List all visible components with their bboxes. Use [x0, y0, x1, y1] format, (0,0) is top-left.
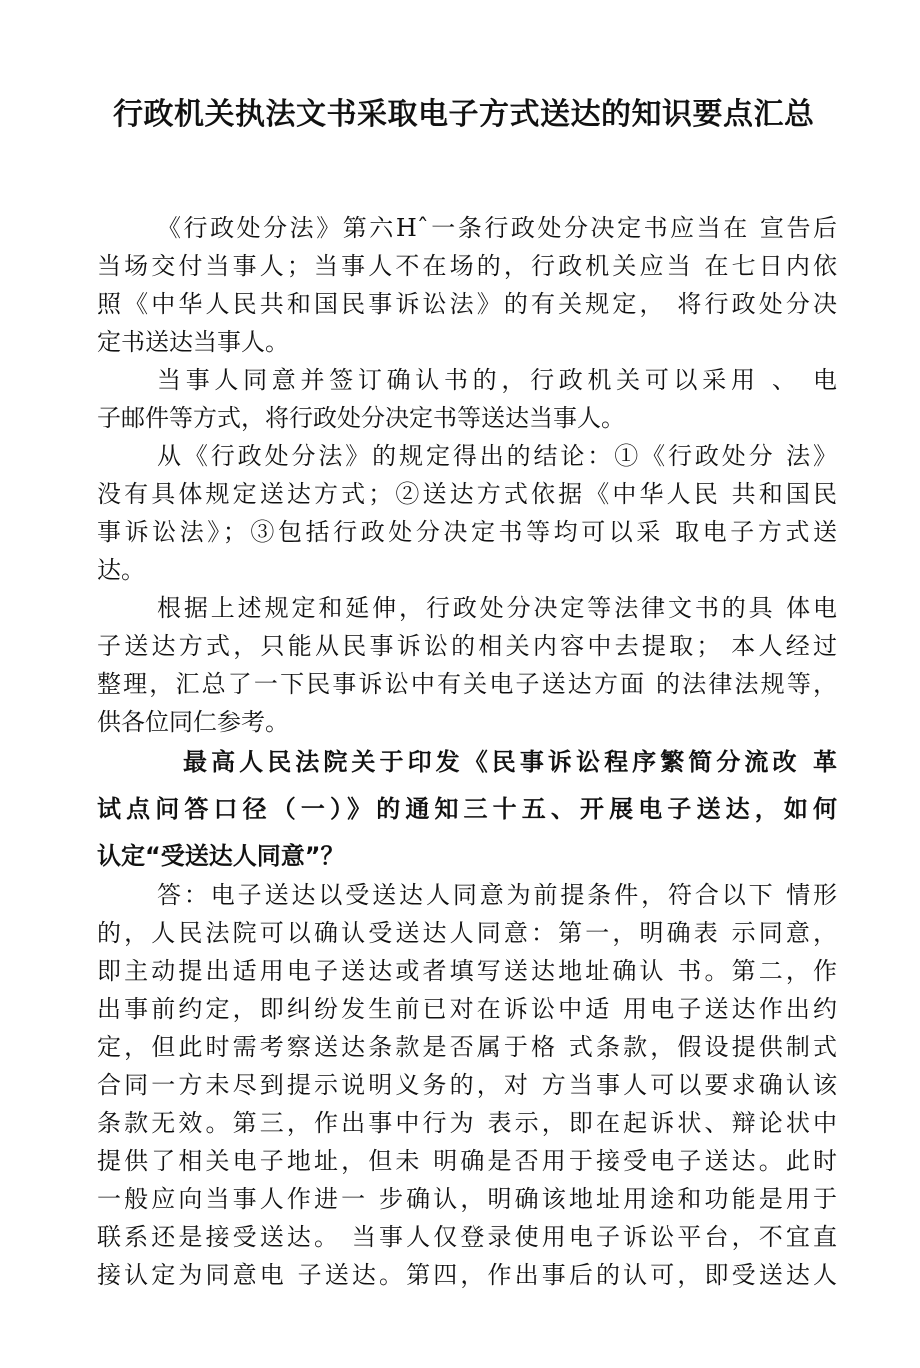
paragraph-3-line-4: 达。: [97, 556, 145, 584]
section-heading-line-1: 最高人民法院关于印发《民事诉讼程序繁简分流改 革: [183, 748, 837, 776]
paragraph-2-line-1: 当事人同意并签订确认书的，行政机关可以采用 、 电: [157, 366, 837, 394]
paragraph-4-line-4: 供各位同仁参考。: [97, 708, 289, 736]
answer-line-2: 的，人民法院可以确认受送达人同意：第一，明确表 示同意，: [97, 919, 837, 947]
paragraph-4-line-1: 根据上述规定和延伸，行政处分决定等法律文书的具 体电: [157, 594, 837, 622]
paragraph-3-line-3: 事诉讼法》；③包括行政处分决定书等均可以采 取电子方式送: [97, 518, 837, 546]
answer-line-1: 答：电子送达以受送达人同意为前提条件，符合以下 情形: [157, 881, 837, 909]
section-heading-line-3: 认定“受送达人同意”？: [97, 842, 345, 870]
page-title: 行政机关执法文书采取电子方式送达的知识要点汇总: [113, 97, 815, 132]
section-heading-line-2: 试点问答口径（一）》的通知三十五、开展电子送达，如何: [97, 795, 837, 823]
paragraph-1-line-2: 当场交付当事人；当事人不在场的，行政机关应当 在七日内依: [97, 252, 837, 280]
paragraph-1-line-4: 定书送达当事人。: [97, 328, 289, 356]
paragraph-1-line-1: 《行政处分法》第六Hˆ一条行政处分决定书应当在 宣告后: [157, 214, 837, 242]
answer-line-5: 定，但此时需考察送达条款是否属于格 式条款，假设提供制式: [97, 1033, 837, 1061]
answer-line-11: 接认定为同意电 子送达。第四，作出事后的认可，即受送达人: [97, 1261, 837, 1289]
answer-line-6: 合同一方未尽到提示说明义务的，对 方当事人可以要求确认该: [97, 1071, 837, 1099]
answer-line-4: 出事前约定，即纠纷发生前已对在诉讼中适 用电子送达作出约: [97, 995, 837, 1023]
answer-line-9: 一般应向当事人作进一 步确认，明确该地址用途和功能是用于: [97, 1185, 837, 1213]
paragraph-3-line-1: 从《行政处分法》的规定得出的结论：①《行政处分 法》: [157, 442, 837, 470]
answer-line-7: 条款无效。第三，作出事中行为 表示，即在起诉状、辩论状中: [97, 1109, 837, 1137]
paragraph-4-line-3: 整理，汇总了一下民事诉讼中有关电子送达方面 的法律法规等，: [97, 670, 837, 698]
answer-line-8: 提供了相关电子地址，但未 明确是否用于接受电子送达。此时: [97, 1147, 837, 1175]
answer-line-3: 即主动提出适用电子送达或者填写送达地址确认 书。第二，作: [97, 957, 837, 985]
paragraph-3-line-2: 没有具体规定送达方式；②送达方式依据《中华人民 共和国民: [97, 480, 837, 508]
paragraph-1-line-3: 照《中华人民共和国民事诉讼法》的有关规定， 将行政处分决: [97, 290, 837, 318]
answer-line-10: 联系还是接受送达。 当事人仅登录使用电子诉讼平台，不宜直: [97, 1223, 837, 1251]
paragraph-2-line-2: 子邮件等方式，将行政处分决定书等送达当事人。: [97, 404, 625, 432]
paragraph-4-line-2: 子送达方式，只能从民事诉讼的相关内容中去提取； 本人经过: [97, 632, 837, 660]
